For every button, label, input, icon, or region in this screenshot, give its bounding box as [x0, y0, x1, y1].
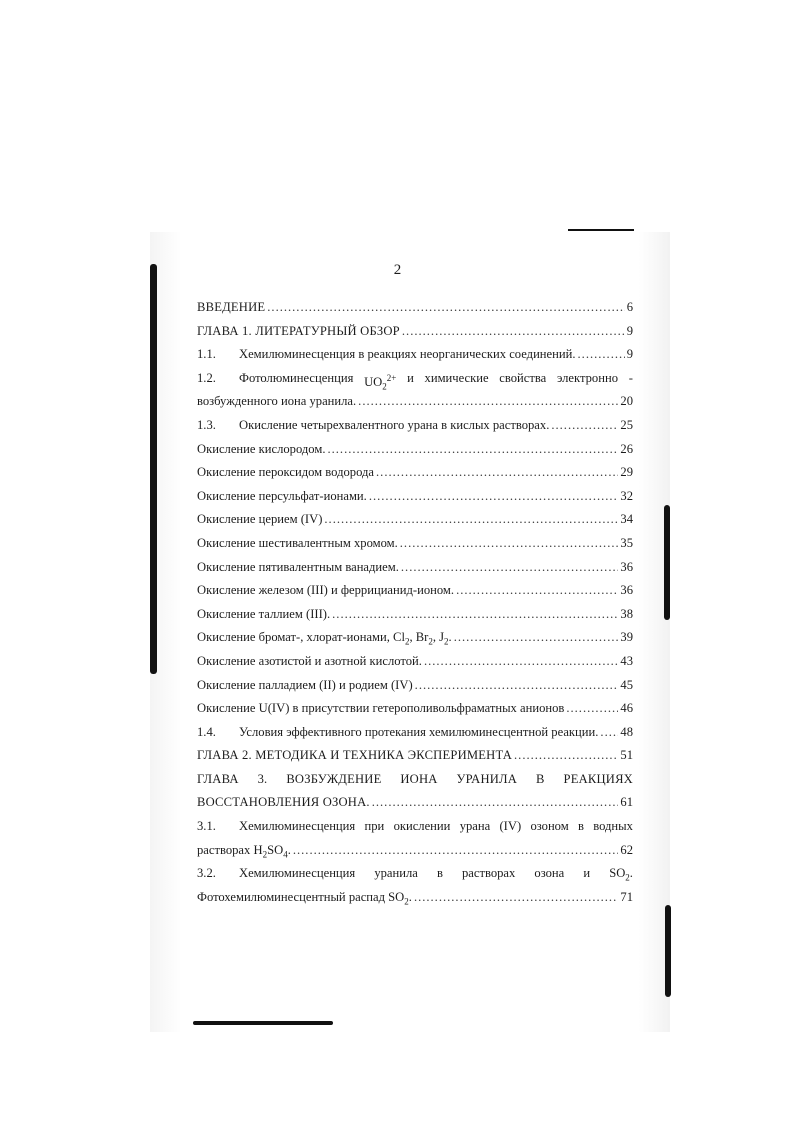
scan-edge-left [150, 264, 157, 674]
toc-entry-chapter-2: ГЛАВА 2. МЕТОДИКА И ТЕХНИКА ЭКСПЕРИМЕНТА ..... 51 [197, 744, 633, 768]
toc-entry-1-2-line2: возбужденного иона уранила. ..... 20 [197, 390, 633, 414]
toc-entry-1-4: 1.4. Условия эффективного протекания хемилюминесцентной реакции. ..... 48 [197, 721, 633, 745]
toc-item: Окисление U(IV) в присутствии гетерополивольфраматных анионов ..... 46 [197, 697, 633, 721]
toc-entry-chapter-3-line2: ВОССТАНОВЛЕНИЯ ОЗОНА. ..... 61 [197, 791, 633, 815]
toc-item: Окисление церием (IV) ..... 34 [197, 508, 633, 532]
toc-entry-3-1-line2: растворах $H_2SO_4$. ..... 62 [197, 839, 633, 863]
scan-edge-top-right [568, 229, 634, 231]
toc-entry-1-1: 1.1. Хемилюминесценция в реакциях неорганических соединений. ..... 9 [197, 343, 633, 367]
page-number: 2 [393, 262, 402, 278]
toc-entry-1-3: 1.3. Окисление четырехвалентного урана в кислых растворах. ..... 25 [197, 414, 633, 438]
toc-item: Окисление железом (III) и феррицианид-ионом. ..... 36 [197, 579, 633, 603]
scan-edge-bottom [193, 1021, 333, 1025]
toc-entry-3-2-line2: Фотохемилюминесцентный распад $SO_2$. ..... 71 [197, 886, 633, 910]
scan-edge-right-lower [665, 905, 671, 997]
toc-item: Окисление таллием (III). ..... 38 [197, 603, 633, 627]
scan-edge-right-upper [664, 505, 670, 620]
toc-item: Окисление кислородом. ..... 26 [197, 438, 633, 462]
toc-item: Окисление пятивалентным ванадием. ..... 36 [197, 556, 633, 580]
table-of-contents [197, 296, 633, 909]
toc-entry-chapter-1: ГЛАВА 1. ЛИТЕРАТУРНЫЙ ОБЗОР ..... 9 [197, 320, 633, 344]
toc-item: Окисление шестивалентным хромом. ..... 35 [197, 532, 633, 556]
toc-entry-1-2-line1: 1.2. Фотолюминесценция $UO_2^{2+}$ и химические свойства электронно - [197, 370, 633, 392]
toc-entry-intro: ВВЕДЕНИЕ ..... 6 [197, 296, 633, 320]
toc-item: Окисление пероксидом водорода ..... 29 [197, 461, 633, 485]
toc-item: Окисление палладием (II) и родием (IV) ..... 45 [197, 674, 633, 698]
toc-entry-3-2-line1: 3.2. Хемилюминесценция уранила в растворах озона и $SO_2$. [197, 866, 633, 883]
toc-entry-chapter-3-line1: ГЛАВА 3. ВОЗБУЖДЕНИЕ ИОНА УРАНИЛА В РЕАКЦИЯХ [197, 771, 633, 786]
toc-item: Окисление персульфат-ионами. ..... 32 [197, 485, 633, 509]
toc-item-bromate: Окисление бромат-, хлорат-ионами, $Cl_2$, $Br_2$, $J_2$. ..... 39 [197, 626, 633, 650]
toc-item: Окисление азотистой и азотной кислотой. ..... 43 [197, 650, 633, 674]
toc-entry-3-1-line1: 3.1. Хемилюминесценция при окислении урана (IV) озоном в водных [197, 819, 633, 834]
